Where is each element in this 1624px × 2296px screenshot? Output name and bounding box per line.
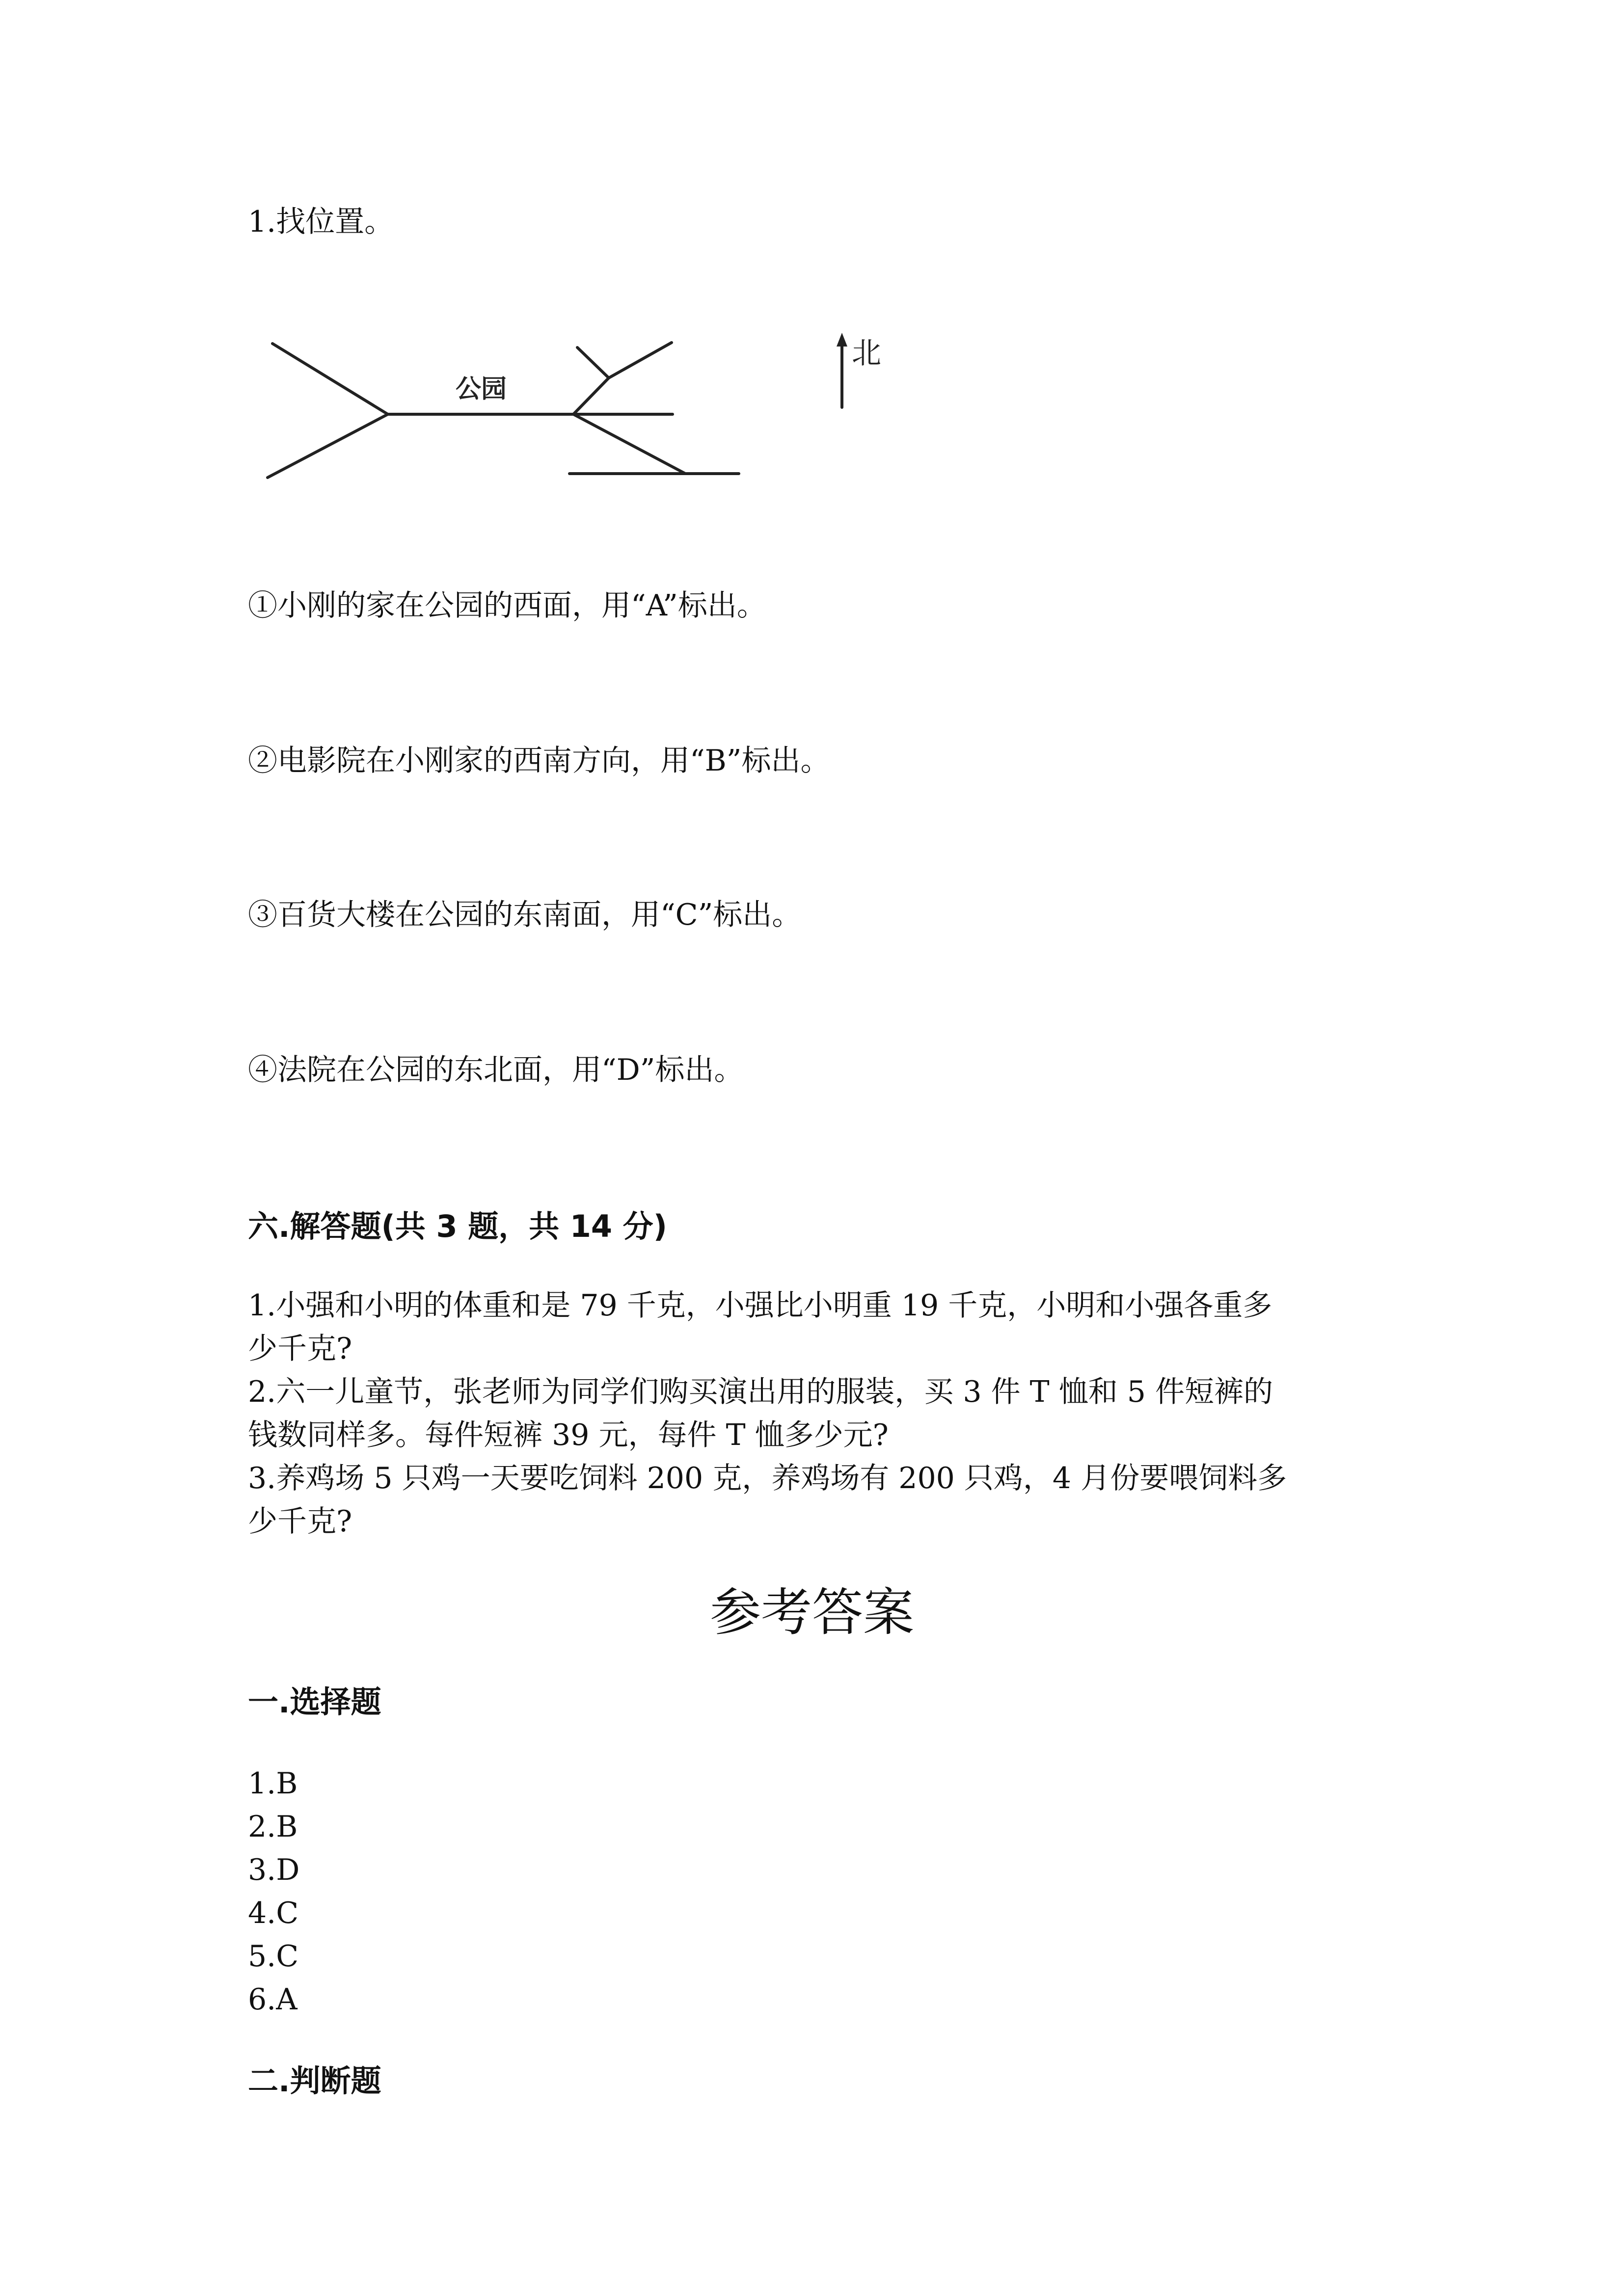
answer-item: 4.C [248, 1896, 299, 1930]
section-heading: 一.选择题 [248, 1684, 381, 1720]
answer-item: 5.C [248, 1939, 299, 1974]
park-location-map [255, 324, 943, 501]
section-heading: 六.解答题(共 3 题，共 14 分) [248, 1208, 667, 1244]
north-label: 北 [852, 336, 881, 371]
map-road [573, 414, 685, 474]
question-item: ②电影院在小刚家的西南方向，用“B”标出。 [248, 744, 830, 778]
problem-line: 1.小强和小明的体重和是 79 千克，小强比小明重 19 千克，小明和小强各重多 [248, 1288, 1272, 1323]
park-label: 公园 [456, 374, 507, 404]
answer-key-title: 参考答案 [709, 1582, 914, 1642]
answer-item: 3.D [248, 1853, 300, 1887]
problem-line: 3.养鸡场 5 只鸡一天要吃饲料 200 克，养鸡场有 200 只鸡，4 月份要喂饲料多 [248, 1461, 1287, 1495]
problem-line: 钱数同样多。每件短裤 39 元，每件 T 恤多少元? [248, 1418, 889, 1452]
north-arrow-head [837, 333, 847, 347]
map-road [573, 378, 609, 414]
map-road [577, 347, 609, 378]
answer-item: 6.A [248, 1982, 298, 2017]
map-road [609, 343, 672, 378]
question-heading: 1.找位置。 [248, 205, 394, 239]
answer-item: 1.B [248, 1766, 298, 1801]
problem-line: 少千克? [248, 1504, 352, 1539]
map-road [272, 344, 388, 414]
section-heading: 二.判断题 [248, 2063, 381, 2099]
map-road [268, 414, 388, 478]
question-item: ①小刚的家在公园的西面，用“A”标出。 [248, 588, 766, 623]
problem-line: 少千克? [248, 1332, 352, 1366]
question-item: ④法院在公园的东北面，用“D”标出。 [248, 1053, 744, 1087]
answer-item: 2.B [248, 1810, 298, 1844]
question-item: ③百货大楼在公园的东南面，用“C”标出。 [248, 898, 802, 932]
problem-line: 2.六一儿童节，张老师为同学们购买演出用的服装，买 3 件 T 恤和 5 件短裤的 [248, 1375, 1273, 1409]
